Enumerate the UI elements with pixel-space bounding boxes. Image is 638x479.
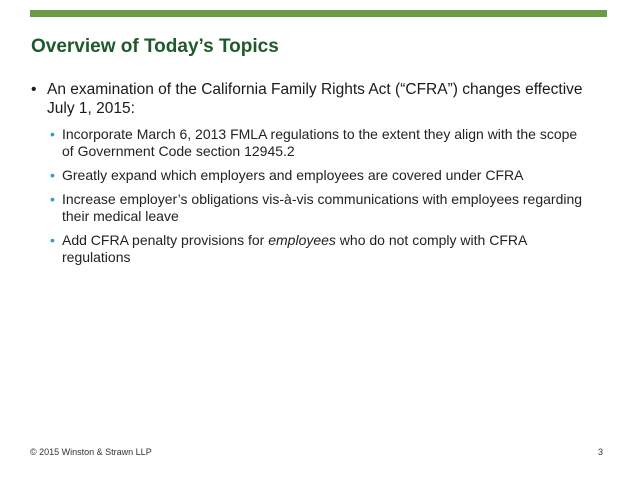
sub-bullet-item [30, 191, 590, 225]
page-number: 3 [598, 447, 604, 457]
bullet-text: An examination of the California Family Rights Act (“CFRA”) changes effective July 1, 2015: [47, 81, 583, 117]
sub-bullet-emphasis: employees [268, 232, 336, 248]
sub-bullet-text: Incorporate March 6, 2013 FMLA regulations to the extent they align with the scope of Government Code section 12945.2 [62, 126, 578, 159]
sub-bullet-icon: • [50, 232, 55, 248]
sub-bullet-icon: • [50, 191, 55, 207]
sub-bullet-text-post: who do not comply with CFRA regulations [62, 232, 527, 265]
sub-bullet-item [30, 167, 590, 184]
sub-bullet-icon: • [50, 126, 55, 142]
bullet-icon: • [31, 81, 37, 98]
slide-content [30, 80, 590, 273]
sub-bullet-list [30, 126, 590, 266]
sub-bullet-text: Increase employer’s obligations vis-à-vis communications with employees regarding their medical leave [62, 191, 583, 224]
sub-bullet-text-pre: Add CFRA penalty provisions for [62, 232, 269, 248]
header-accent-bar [30, 10, 607, 17]
sub-bullet-icon: • [50, 167, 55, 183]
slide-title: Overview of Today’s Topics [31, 36, 279, 57]
footer-copyright: © 2015 Winston & Strawn LLP [30, 447, 152, 457]
sub-bullet-item [30, 232, 590, 266]
bullet-item [30, 80, 590, 118]
sub-bullet-text: Greatly expand which employers and employees are covered under CFRA [62, 167, 524, 183]
sub-bullet-item [30, 126, 590, 160]
